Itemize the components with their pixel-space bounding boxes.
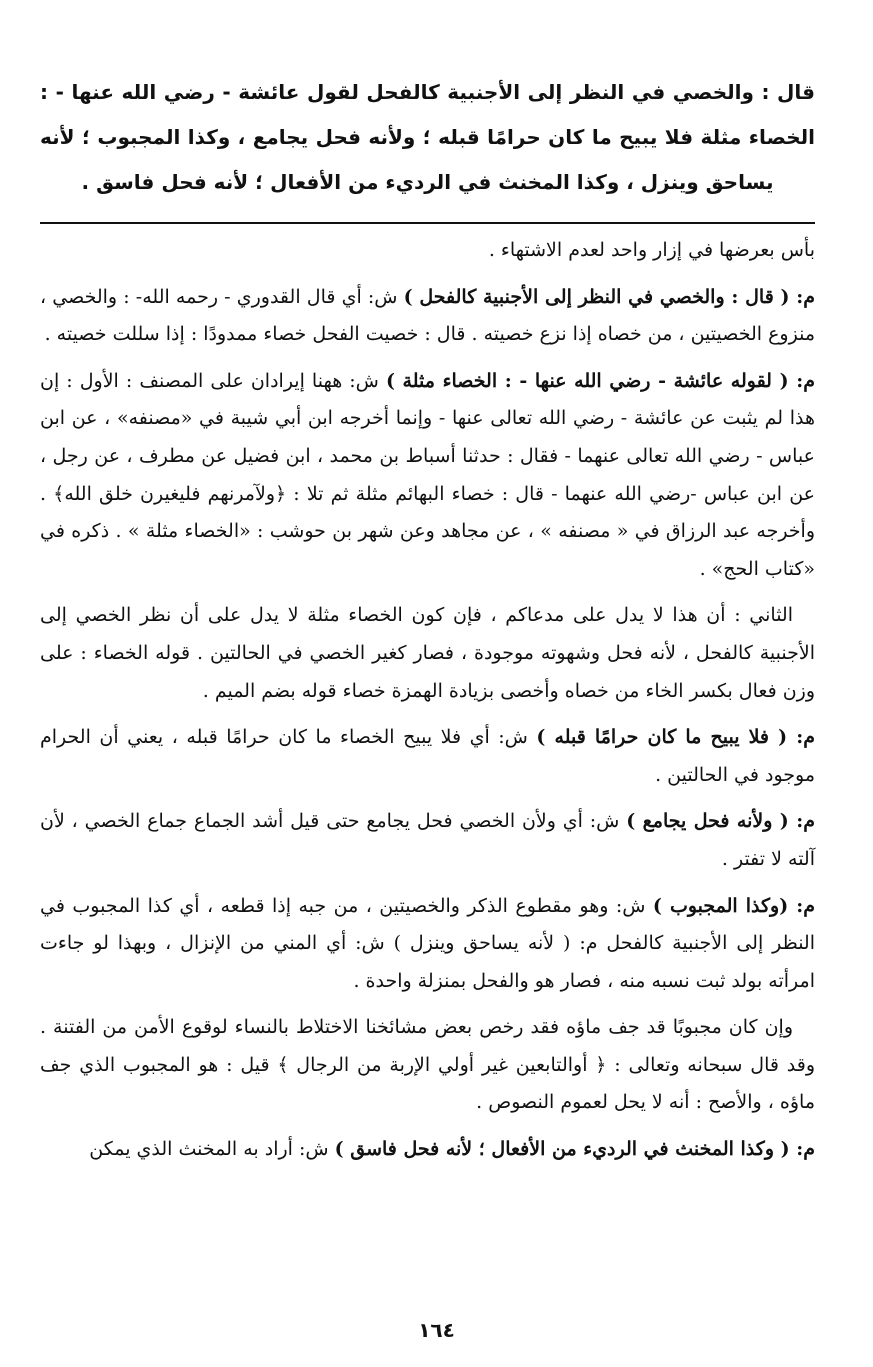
- paragraph-lead: م: ( فلا يبيح ما كان حرامًا قبله ): [536, 726, 816, 749]
- commentary-paragraph: [40, 279, 815, 354]
- commentary-paragraph: [40, 363, 815, 589]
- paragraph-text: بأس بعرضها في إزار واحد لعدم الاشتهاء .: [488, 239, 815, 261]
- commentary-paragraph: [40, 803, 815, 878]
- paragraph-text: ش: أي ولأن الخصي فحل يجامع حتى قيل أشد الجماع جماع الخصي ، لأن آلته لا تفتر .: [40, 810, 815, 870]
- paragraph-text: ش: أراد به المخنث الذي يمكن: [89, 1138, 335, 1161]
- paragraph-lead: م: (وكذا المجبوب ): [652, 894, 815, 917]
- commentary-paragraph: [40, 1131, 815, 1169]
- paragraph-text: وإن كان مجبوبًا قد جف ماؤه فقد رخص بعض مشائخنا الاختلاط بالنساء لوقوع الأمن من الفتنة . وقد قال سبحانه وتعالى : ﴿ أوالتابعين غير أولي الإربة من الرجال ﴾ قيل : هو المجبوب الذي جف ماؤه ، والأصح : أنه لا يحل لعموم النصوص .: [40, 1016, 815, 1114]
- page-number: ١٦٤: [418, 1318, 455, 1342]
- commentary-section: [40, 232, 815, 1169]
- paragraph-lead: م: ( ولأنه فحل يجامع ): [626, 810, 815, 833]
- paragraph-lead: م: ( قال : والخصي في النظر إلى الأجنبية كالفحل ): [403, 285, 815, 308]
- commentary-paragraph: [40, 888, 815, 1001]
- commentary-paragraph: [40, 1009, 815, 1122]
- paragraph-lead: م: ( لقوله عائشة - رضي الله عنها - : الخصاء مثلة ): [385, 369, 816, 392]
- paragraph-lead: م: ( وكذا المخنث في الرديء من الأفعال ؛ لأنه فحل فاسق ): [334, 1138, 815, 1161]
- separator-rule: [40, 222, 815, 224]
- commentary-paragraph: [40, 232, 815, 270]
- commentary-paragraph: [40, 719, 815, 794]
- paragraph-text: ش: وهو مقطوع الذكر والخصيتين ، من جبه إذا قطعه ، أي كذا المجبوب في النظر إلى الأجنبية كالفحل م: ( لأنه يساحق وينزل ) ش: أي المني من الإنزال ، وبهذا لو جاءت امرأته بولد ثبت نسبه منه ، فصار هو والفحل بمنزلة واحدة .: [40, 894, 815, 992]
- paragraph-text: ش: أي فلا يبيح الخصاء ما كان حرامًا قبله ، يعني أن الحرام موجود في الحالتين .: [40, 726, 815, 786]
- commentary-paragraph: [40, 597, 815, 710]
- matn-text: قال : والخصي في النظر إلى الأجنبية كالفحل لقول عائشة - رضي الله عنها - : الخصاء مثلة فلا يبيح ما كان حرامًا قبله ؛ ولأنه فحل يجامع ، وكذا المجبوب ؛ لأنه يساحق وينزل ، وكذا المخنث في الرديء من الأفعال ؛ لأنه فحل فاسق .: [40, 80, 815, 194]
- paragraph-text: ش: أي قال القدوري - رحمه الله- : والخصي ، منزوع الخصيتين ، من خصاه إذا نزع خصيته . قال : خصيت الفحل خصاء ممدودًا : إذا سللت خصيته .: [40, 285, 815, 346]
- book-page: [40, 70, 815, 1178]
- paragraph-text: ش: ههنا إيرادان على المصنف : الأول : إن هذا لم يثبت عن عائشة - رضي الله تعالى عنها - وإنما أخرجه ابن أبي شيبة في «مصنفه» ، عن ابن عباس - رضي الله تعالى عنهما - فقال : حدثنا أسباط بن محمد ، ابن فضيل عن مطرف ، عن رجل ، عن ابن عباس -رضي الله عنهما - قال : خصاء البهائم مثلة ثم تلا : ﴿ولآمرنهم فليغيرن خلق الله﴾ . وأخرجه عبد الرزاق في « مصنفه » ، عن مجاهد وعن شهر بن حوشب : «الخصاء مثلة » . ذكره في «كتاب الحج» .: [40, 369, 816, 580]
- paragraph-text: الثاني : أن هذا لا يدل على مدعاكم ، فإن كون الخصاء مثلة لا يدل على أن نظر الخصي إلى الأجنبية كالفحل ، لأنه فحل وشهوته موجودة ، فصار كغير الخصي في الحالتين . قوله الخصاء : على وزن فعال بكسر الخاء من خصاه وأخصى بزيادة الهمزة خصاء قوله بضم الميم .: [40, 604, 815, 702]
